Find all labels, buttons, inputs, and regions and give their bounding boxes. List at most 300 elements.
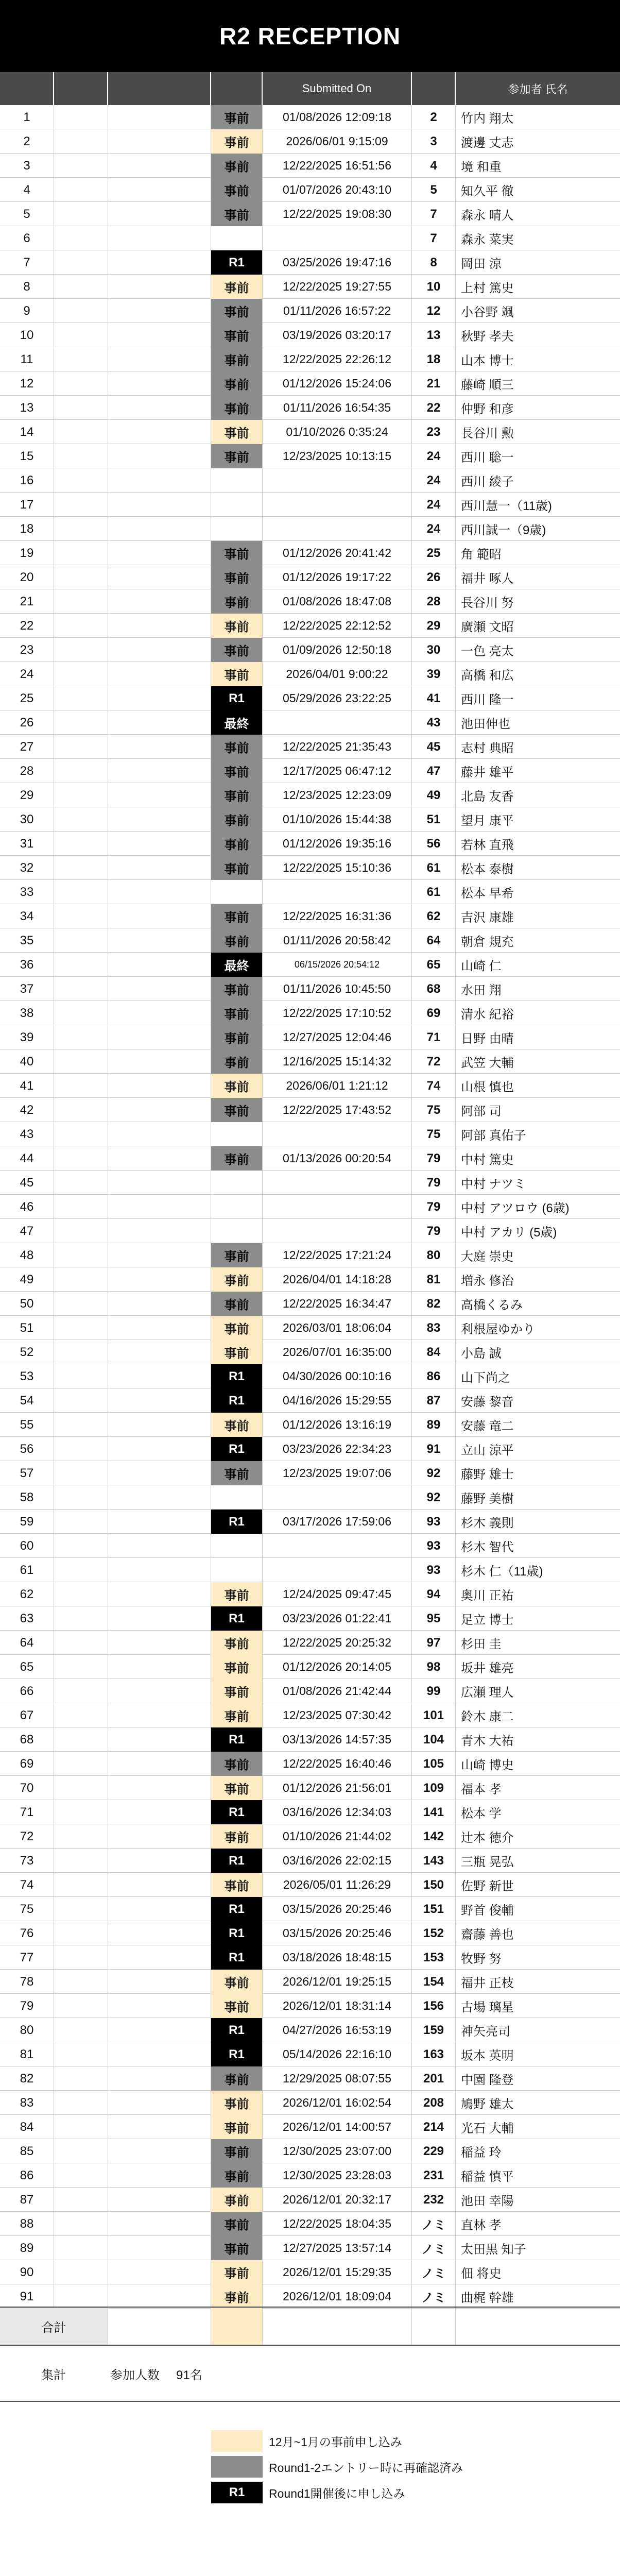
row-status-badge: 事前 xyxy=(211,2284,263,2309)
table-row xyxy=(0,1510,620,1534)
table-row xyxy=(0,226,620,250)
table-row xyxy=(0,614,620,638)
row-submitted-on: 2026/12/01 18:09:04 xyxy=(263,2284,412,2309)
row-status-badge: 事前 xyxy=(211,1340,263,1364)
row-participant-name: 中村 ナツミ xyxy=(461,1177,526,1191)
row-number: 27 xyxy=(0,735,54,759)
row-participant-number: 68 xyxy=(412,977,456,1001)
table-row xyxy=(0,1727,620,1752)
row-blank xyxy=(54,371,108,396)
table-row xyxy=(0,250,620,275)
row-blank xyxy=(108,1219,211,1243)
table-row xyxy=(0,2163,620,2188)
table-row xyxy=(0,105,620,129)
row-participant-number: 45 xyxy=(412,735,456,759)
row-number: 9 xyxy=(0,299,54,323)
row-blank xyxy=(108,1534,211,1558)
row-blank xyxy=(54,1267,108,1292)
row-number: 79 xyxy=(0,1994,54,2018)
summary-count-label: 参加人数 xyxy=(110,2368,160,2382)
row-status-badge: 事前 xyxy=(211,2066,263,2091)
row-blank xyxy=(54,904,108,928)
row-participant-name: 池田伸也 xyxy=(461,717,510,731)
row-blank xyxy=(54,1219,108,1243)
table-row xyxy=(0,299,620,323)
row-submitted-on: 12/27/2025 13:57:14 xyxy=(263,2236,412,2260)
total-cell xyxy=(108,2308,211,2345)
row-participant-number: 10 xyxy=(412,275,456,299)
row-participant-number: 151 xyxy=(412,1897,456,1921)
table-row xyxy=(0,1171,620,1195)
row-status-badge: R1 xyxy=(211,1437,263,1461)
row-participant-number: 94 xyxy=(412,1582,456,1606)
table-row xyxy=(0,2091,620,2115)
row-status-badge: R1 xyxy=(211,1800,263,1824)
table-row xyxy=(0,1970,620,1994)
legend-swatch xyxy=(211,2430,263,2452)
row-submitted-on: 01/10/2026 15:44:38 xyxy=(263,807,412,832)
row-status-badge xyxy=(211,1485,263,1510)
row-participant-name: 水田 翔 xyxy=(461,984,502,997)
row-status-badge: 最終 xyxy=(211,710,263,735)
row-participant-name: 山根 慎也 xyxy=(461,1080,514,1094)
row-participant-name: 利根屋ゆかり xyxy=(461,1323,535,1336)
row-number: 48 xyxy=(0,1243,54,1267)
header-cell-blank xyxy=(54,72,108,105)
row-status-badge: 事前 xyxy=(211,904,263,928)
row-status-badge: 事前 xyxy=(211,1292,263,1316)
row-status-badge xyxy=(211,1219,263,1243)
row-blank xyxy=(108,807,211,832)
row-number: 33 xyxy=(0,880,54,904)
row-submitted-on: 03/15/2026 20:25:46 xyxy=(263,1921,412,1945)
row-participant-number: 4 xyxy=(412,154,456,178)
row-number: 55 xyxy=(0,1413,54,1437)
header-cell-status xyxy=(211,72,263,105)
row-blank xyxy=(108,468,211,493)
table-row xyxy=(0,807,620,832)
row-blank xyxy=(54,468,108,493)
row-blank xyxy=(108,1800,211,1824)
row-status-badge: 事前 xyxy=(211,1001,263,1025)
row-participant-number: 229 xyxy=(412,2139,456,2163)
header-participant: 参加者 氏名 xyxy=(508,82,568,96)
row-number: 58 xyxy=(0,1485,54,1510)
row-blank xyxy=(54,2091,108,2115)
row-participant-name: 大庭 崇史 xyxy=(461,1250,514,1264)
total-cell xyxy=(456,2308,620,2345)
row-blank xyxy=(108,1243,211,1267)
row-blank xyxy=(108,2066,211,2091)
table-row xyxy=(0,1316,620,1340)
row-submitted-on: 12/30/2025 23:28:03 xyxy=(263,2163,412,2188)
summary-count-value: 91名 xyxy=(176,2368,202,2382)
legend-item xyxy=(211,2429,602,2453)
table-row xyxy=(0,1364,620,1388)
row-submitted-on: 04/30/2026 00:10:16 xyxy=(263,1364,412,1388)
row-submitted-on: 05/14/2026 22:16:10 xyxy=(263,2042,412,2066)
row-participant-name: 志村 典昭 xyxy=(461,741,514,755)
row-blank xyxy=(108,493,211,517)
row-number: 6 xyxy=(0,226,54,250)
row-blank xyxy=(54,1025,108,1049)
row-blank xyxy=(108,2236,211,2260)
row-submitted-on xyxy=(263,517,412,541)
row-blank xyxy=(54,1873,108,1897)
row-blank xyxy=(54,1001,108,1025)
row-participant-name: 佐野 新世 xyxy=(461,1879,514,1893)
row-submitted-on: 12/22/2025 20:25:32 xyxy=(263,1631,412,1655)
row-blank xyxy=(108,1558,211,1582)
row-participant-number: 109 xyxy=(412,1776,456,1800)
row-participant-name: 安藤 黎音 xyxy=(461,1395,514,1409)
row-participant-number: 143 xyxy=(412,1849,456,1873)
row-number: 83 xyxy=(0,2091,54,2115)
row-blank xyxy=(54,856,108,880)
row-participant-number: 56 xyxy=(412,832,456,856)
row-participant-number: 141 xyxy=(412,1800,456,1824)
row-blank xyxy=(108,226,211,250)
legend xyxy=(211,2429,602,2506)
summary-label: 集計 xyxy=(41,2368,66,2382)
row-number: 19 xyxy=(0,541,54,565)
row-participant-number: 105 xyxy=(412,1752,456,1776)
row-blank xyxy=(108,1413,211,1437)
row-number: 41 xyxy=(0,1074,54,1098)
row-status-badge: R1 xyxy=(211,1364,263,1388)
row-status-badge: 事前 xyxy=(211,1049,263,1074)
row-number: 59 xyxy=(0,1510,54,1534)
row-participant-number: 232 xyxy=(412,2188,456,2212)
row-blank xyxy=(108,2115,211,2139)
row-status-badge: 事前 xyxy=(211,807,263,832)
row-submitted-on: 03/23/2026 22:34:23 xyxy=(263,1437,412,1461)
row-blank xyxy=(54,1098,108,1122)
row-participant-name: 武笠 大輔 xyxy=(461,1056,514,1070)
row-number: 62 xyxy=(0,1582,54,1606)
row-participant-number: 41 xyxy=(412,686,456,710)
row-number: 51 xyxy=(0,1316,54,1340)
row-status-badge: 事前 xyxy=(211,1243,263,1267)
row-blank xyxy=(54,2236,108,2260)
row-blank xyxy=(54,1243,108,1267)
row-submitted-on: 01/12/2026 21:56:01 xyxy=(263,1776,412,1800)
row-participant-number: 142 xyxy=(412,1824,456,1849)
row-blank xyxy=(54,1703,108,1727)
row-blank xyxy=(54,275,108,299)
row-participant-name: 仲野 和彦 xyxy=(461,402,514,416)
row-number: 67 xyxy=(0,1703,54,1727)
row-participant-name: 野首 俊輔 xyxy=(461,1904,514,1918)
row-blank xyxy=(108,1001,211,1025)
row-blank xyxy=(54,565,108,589)
row-status-badge xyxy=(211,1171,263,1195)
row-participant-name: 神矢亮司 xyxy=(461,2025,510,2039)
row-blank xyxy=(108,1727,211,1752)
row-submitted-on: 01/08/2026 18:47:08 xyxy=(263,589,412,614)
row-blank xyxy=(108,275,211,299)
row-participant-number: 21 xyxy=(412,371,456,396)
row-participant-name: 竹内 翔太 xyxy=(461,112,514,126)
table-row xyxy=(0,783,620,807)
row-blank xyxy=(108,1316,211,1340)
row-participant-number: 43 xyxy=(412,710,456,735)
row-blank xyxy=(54,2163,108,2188)
row-number: 66 xyxy=(0,1679,54,1703)
table-row xyxy=(0,1606,620,1631)
row-number: 61 xyxy=(0,1558,54,1582)
row-blank xyxy=(108,1364,211,1388)
row-participant-number: 81 xyxy=(412,1267,456,1292)
row-blank xyxy=(108,1292,211,1316)
row-participant-number: 28 xyxy=(412,589,456,614)
row-submitted-on: 2026/06/01 9:15:09 xyxy=(263,129,412,154)
row-blank xyxy=(54,420,108,444)
row-participant-name: 秋野 孝夫 xyxy=(461,330,514,344)
row-number: 65 xyxy=(0,1655,54,1679)
row-number: 35 xyxy=(0,928,54,953)
table-row xyxy=(0,1582,620,1606)
row-blank xyxy=(54,1824,108,1849)
row-submitted-on xyxy=(263,468,412,493)
row-number: 1 xyxy=(0,105,54,129)
table-row xyxy=(0,1195,620,1219)
row-blank xyxy=(54,1558,108,1582)
row-status-badge: R1 xyxy=(211,1897,263,1921)
row-participant-name: 坂井 雄亮 xyxy=(461,1662,514,1675)
row-status-badge: 事前 xyxy=(211,1098,263,1122)
row-submitted-on xyxy=(263,710,412,735)
row-participant-name: 山崎 博史 xyxy=(461,1758,514,1772)
row-participant-name: 山崎 仁 xyxy=(461,959,502,973)
row-blank xyxy=(108,1437,211,1461)
row-blank xyxy=(54,953,108,977)
row-participant-number: 201 xyxy=(412,2066,456,2091)
row-number: 72 xyxy=(0,1824,54,1849)
row-blank xyxy=(108,2212,211,2236)
row-participant-number: 154 xyxy=(412,1970,456,1994)
row-participant-number: ノミ xyxy=(412,2260,456,2284)
row-submitted-on: 12/22/2025 16:34:47 xyxy=(263,1292,412,1316)
row-participant-name: 境 和重 xyxy=(461,160,502,174)
row-status-badge: 事前 xyxy=(211,1074,263,1098)
row-blank xyxy=(54,1413,108,1437)
row-blank xyxy=(54,444,108,468)
row-number: 69 xyxy=(0,1752,54,1776)
row-number: 46 xyxy=(0,1195,54,1219)
row-blank xyxy=(54,2212,108,2236)
row-number: 12 xyxy=(0,371,54,396)
row-status-badge: 事前 xyxy=(211,420,263,444)
row-blank xyxy=(108,347,211,371)
row-participant-name: 光石 大輔 xyxy=(461,2122,514,2136)
row-blank xyxy=(54,614,108,638)
row-blank xyxy=(108,299,211,323)
row-participant-number: 23 xyxy=(412,420,456,444)
row-submitted-on: 03/19/2026 03:20:17 xyxy=(263,323,412,347)
row-submitted-on xyxy=(263,1219,412,1243)
row-blank xyxy=(54,977,108,1001)
table-row xyxy=(0,1388,620,1413)
row-participant-name: 立山 涼平 xyxy=(461,1444,514,1458)
table-row xyxy=(0,1824,620,1849)
row-blank xyxy=(54,541,108,565)
row-status-badge: 事前 xyxy=(211,1776,263,1800)
row-blank xyxy=(108,1703,211,1727)
row-number: 37 xyxy=(0,977,54,1001)
row-participant-name: 小島 誠 xyxy=(461,1347,502,1361)
row-participant-number: 153 xyxy=(412,1945,456,1970)
total-cell xyxy=(263,2308,412,2345)
row-blank xyxy=(108,1510,211,1534)
row-blank xyxy=(108,1970,211,1994)
row-submitted-on: 2026/07/01 16:35:00 xyxy=(263,1340,412,1364)
row-number: 15 xyxy=(0,444,54,468)
row-participant-number: 79 xyxy=(412,1195,456,1219)
table-row xyxy=(0,1849,620,1873)
row-number: 31 xyxy=(0,832,54,856)
row-participant-name: 曲梶 幹雄 xyxy=(461,2291,514,2305)
row-participant-name: 角 範昭 xyxy=(461,548,502,562)
row-submitted-on: 12/22/2025 17:10:52 xyxy=(263,1001,412,1025)
row-participant-name: 藤野 美樹 xyxy=(461,1492,514,1506)
row-submitted-on: 2026/12/01 14:00:57 xyxy=(263,2115,412,2139)
row-participant-number: ノミ xyxy=(412,2284,456,2309)
table-row xyxy=(0,2212,620,2236)
row-number: 11 xyxy=(0,347,54,371)
row-number: 84 xyxy=(0,2115,54,2139)
table-row xyxy=(0,1243,620,1267)
row-participant-number: 24 xyxy=(412,444,456,468)
row-status-badge: R1 xyxy=(211,1921,263,1945)
row-submitted-on xyxy=(263,1534,412,1558)
table-row xyxy=(0,565,620,589)
row-submitted-on: 03/15/2026 20:25:46 xyxy=(263,1897,412,1921)
row-number: 29 xyxy=(0,783,54,807)
table-row xyxy=(0,880,620,904)
row-status-badge: 事前 xyxy=(211,129,263,154)
row-blank xyxy=(54,2018,108,2042)
row-participant-number: 29 xyxy=(412,614,456,638)
header-cell-blank xyxy=(108,72,211,105)
row-status-badge: 事前 xyxy=(211,2139,263,2163)
row-status-badge: 事前 xyxy=(211,2260,263,2284)
row-number: 25 xyxy=(0,686,54,710)
row-submitted-on: 12/22/2025 22:12:52 xyxy=(263,614,412,638)
row-status-badge: 事前 xyxy=(211,347,263,371)
table-row xyxy=(0,323,620,347)
table-row xyxy=(0,202,620,226)
row-blank xyxy=(108,783,211,807)
row-submitted-on xyxy=(263,493,412,517)
table-row xyxy=(0,1340,620,1364)
row-participant-name: 古場 璃星 xyxy=(461,2001,514,2014)
row-status-badge: 事前 xyxy=(211,832,263,856)
row-participant-number: 49 xyxy=(412,783,456,807)
row-blank xyxy=(108,710,211,735)
row-submitted-on: 01/10/2026 21:44:02 xyxy=(263,1824,412,1849)
row-participant-name: 稲益 玲 xyxy=(461,2146,502,2160)
row-number: 43 xyxy=(0,1122,54,1146)
row-participant-number: 231 xyxy=(412,2163,456,2188)
row-participant-number: 84 xyxy=(412,1340,456,1364)
table-row xyxy=(0,735,620,759)
row-participant-name: 松本 早希 xyxy=(461,887,514,901)
row-submitted-on: 2026/06/01 1:21:12 xyxy=(263,1074,412,1098)
row-blank xyxy=(54,638,108,662)
total-cell xyxy=(211,2308,263,2345)
row-submitted-on: 03/16/2026 22:02:15 xyxy=(263,1849,412,1873)
row-blank xyxy=(54,1897,108,1921)
row-participant-number: 99 xyxy=(412,1679,456,1703)
row-participant-name: 知久平 徹 xyxy=(461,184,514,198)
row-participant-name: 松本 泰樹 xyxy=(461,862,514,876)
row-status-badge: 事前 xyxy=(211,371,263,396)
row-status-badge: 事前 xyxy=(211,662,263,686)
row-blank xyxy=(108,2139,211,2163)
row-blank xyxy=(108,1752,211,1776)
row-status-badge: 事前 xyxy=(211,735,263,759)
row-blank xyxy=(54,1752,108,1776)
table-row xyxy=(0,977,620,1001)
row-participant-name: 若林 直飛 xyxy=(461,838,514,852)
row-number: 54 xyxy=(0,1388,54,1413)
row-participant-number: 13 xyxy=(412,323,456,347)
row-status-badge: R1 xyxy=(211,1606,263,1631)
row-participant-name: 安藤 竜二 xyxy=(461,1419,514,1433)
row-status-badge: 事前 xyxy=(211,1679,263,1703)
row-number: 71 xyxy=(0,1800,54,1824)
row-participant-name: 清水 紀裕 xyxy=(461,1008,514,1022)
row-participant-number: 93 xyxy=(412,1510,456,1534)
row-blank xyxy=(54,1122,108,1146)
row-number: 23 xyxy=(0,638,54,662)
row-status-badge xyxy=(211,226,263,250)
row-participant-number: 75 xyxy=(412,1098,456,1122)
row-status-badge: 事前 xyxy=(211,1316,263,1340)
row-submitted-on: 12/22/2025 16:51:56 xyxy=(263,154,412,178)
row-number: 13 xyxy=(0,396,54,420)
row-participant-number: 26 xyxy=(412,565,456,589)
row-blank xyxy=(108,953,211,977)
row-blank xyxy=(54,832,108,856)
row-blank xyxy=(108,904,211,928)
row-participant-number: 22 xyxy=(412,396,456,420)
row-blank xyxy=(54,1921,108,1945)
row-participant-name: 福本 孝 xyxy=(461,1783,502,1797)
table-row xyxy=(0,1074,620,1098)
table-row xyxy=(0,759,620,783)
row-participant-number: 156 xyxy=(412,1994,456,2018)
row-blank xyxy=(54,1171,108,1195)
row-participant-number: 3 xyxy=(412,129,456,154)
row-participant-name: 朝倉 規充 xyxy=(461,935,514,949)
table-row xyxy=(0,2115,620,2139)
row-blank xyxy=(108,662,211,686)
row-blank xyxy=(108,202,211,226)
table-row xyxy=(0,1219,620,1243)
row-blank xyxy=(54,1582,108,1606)
row-status-badge: 事前 xyxy=(211,154,263,178)
row-number: 21 xyxy=(0,589,54,614)
row-participant-number: 24 xyxy=(412,517,456,541)
row-number: 91 xyxy=(0,2284,54,2309)
row-participant-name: 上村 篤史 xyxy=(461,281,514,295)
table-row xyxy=(0,1534,620,1558)
row-participant-number: 5 xyxy=(412,178,456,202)
row-number: 4 xyxy=(0,178,54,202)
row-participant-name: 高橋くるみ xyxy=(461,1298,523,1312)
